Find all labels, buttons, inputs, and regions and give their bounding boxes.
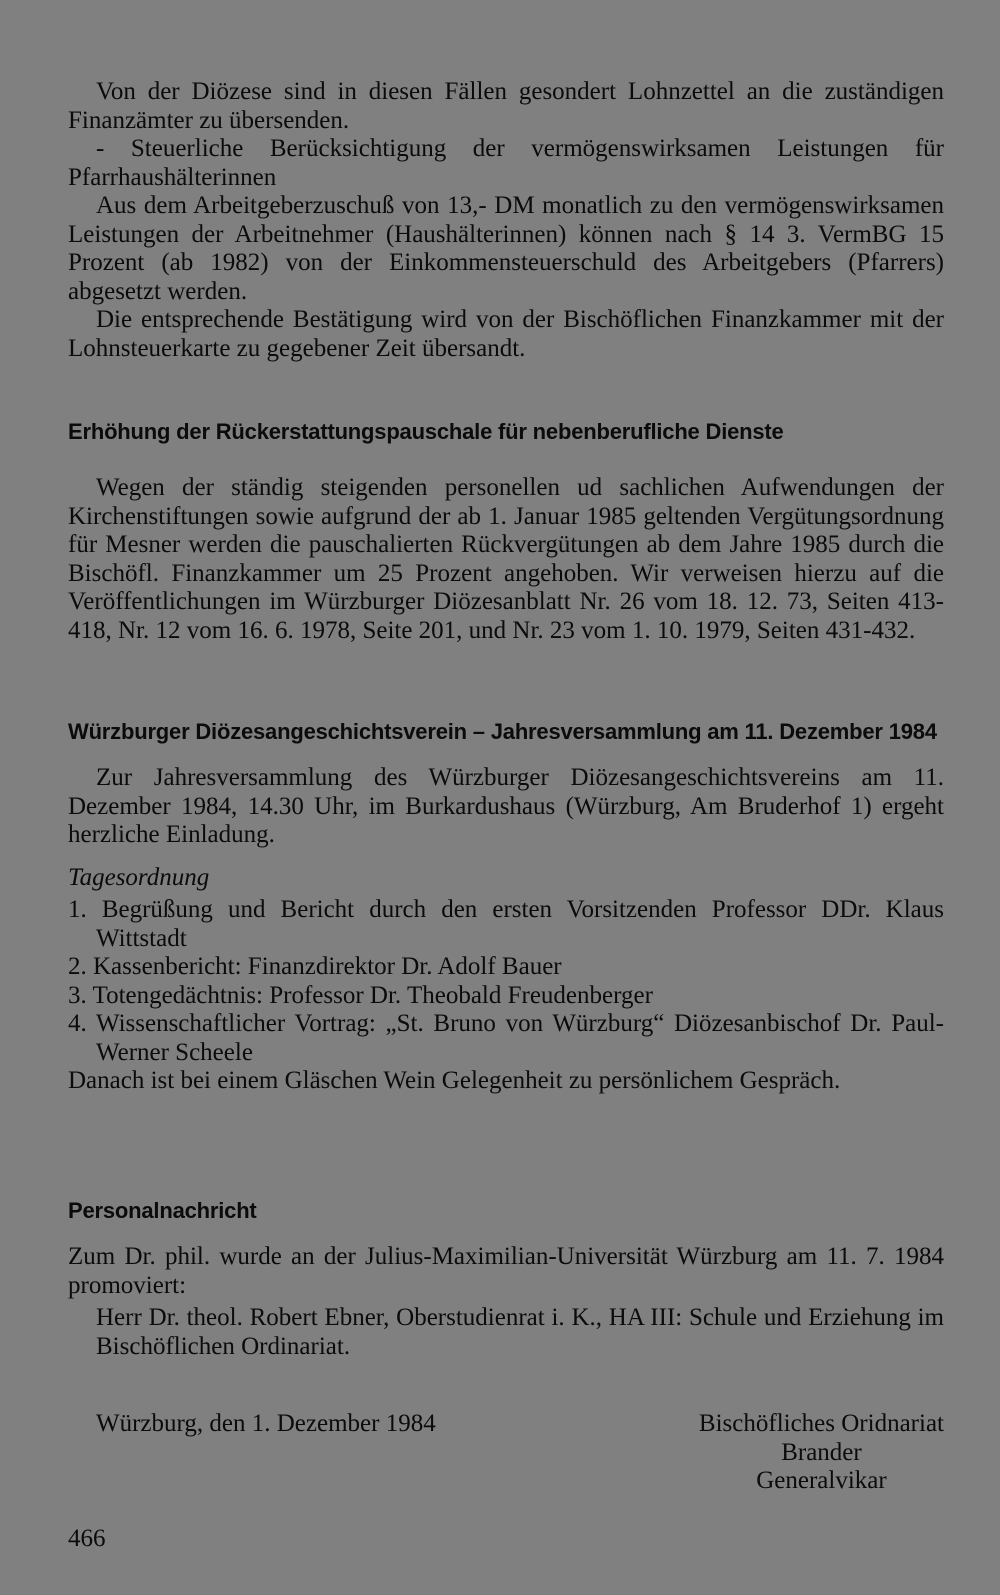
signature-name: Brander [781, 1438, 862, 1466]
section-rueckerstattung [68, 418, 944, 645]
section-tax-notes [68, 78, 944, 363]
paragraph-herr-ebner: Herr Dr. theol. Robert Ebner, Oberstudienrat i. K., HA III: Schule und Erziehung im Bischöflichen Ordinariat. [96, 1304, 944, 1360]
agenda-item: 2. Kassenbericht: Finanzdirektor Dr. Adolf Bauer [68, 953, 562, 980]
paragraph-einladung: Zur Jahresversammlung des Würzburger Diözesangeschichtsvereins am 11. Dezember 1984, 14.30 Uhr, im Burkardushaus (Würzburg, Am Bruderhof 1) ergeht herzliche Einladung. [68, 764, 944, 848]
agenda-item: 3. Totengedächtnis: Professor Dr. Theobald Freudenberger [68, 981, 653, 1009]
agenda-title: Tagesordnung [68, 863, 210, 891]
page-number: 466 [68, 1525, 106, 1552]
heading-personalnachricht: Personalnachricht [68, 1198, 257, 1223]
section-personalnachricht [68, 1197, 944, 1361]
place-date: Würzburg, den 1. Dezember 1984 [96, 1410, 436, 1437]
section-geschichtsverein [68, 718, 944, 1096]
paragraph-rueckverguetungen: Wegen der ständig steigenden personellen ud sachlichen Aufwendungen der Kirchenstiftungen sowie aufgrund der ab 1. Januar 1985 geltenden Vergütungsordnung für Mesner werden die pauschalierten Rückvergütungen ab dem Jahre 1985 durch die Bischöfl. Finanzkammer um 25 Prozent angehoben. Wir verweisen hierzu auf die Veröffentlichungen im Würzburger Diözesanblatt Nr. 26 vom 18. 12. 73, Seiten 413-418, Nr. 12 vom 16. 6. 1978, Seite 201, und Nr. 23 vom 1. 10. 1979, Seiten 431-432. [68, 474, 944, 644]
agenda-item: 4. Wissenschaftlicher Vortrag: „St. Bruno von Würzburg“ Diözesanbischof Dr. Paul-Werner Scheele [68, 1010, 944, 1066]
signature-title: Generalvikar [756, 1467, 887, 1494]
heading-jahresversammlung: Würzburger Diözesangeschichtsverein – Jahresversammlung am 11. Dezember 1984 [68, 719, 937, 744]
paragraph-closing: Danach ist bei einem Gläschen Wein Gelegenheit zu persönlichem Gespräch. [68, 1067, 841, 1094]
signature-right [699, 1410, 944, 1496]
paragraph-steuerliche-beruecksichtigung: - Steuerliche Berücksichtigung der vermögenswirksamen Leistungen für Pfarrhaushälterinnen [68, 135, 944, 191]
signature-office: Bischöfliches Oridnariat [698, 1410, 944, 1437]
paragraph-promotion: Zum Dr. phil. wurde an der Julius-Maximilian-Universität Würzburg am 11. 7. 1984 promoviert: [68, 1243, 944, 1299]
agenda-list [68, 896, 944, 1067]
paragraph-bestaetigung: Die entsprechende Bestätigung wird von der Bischöflichen Finanzkammer mit der Lohnsteuerkarte zu gegebener Zeit übersandt. [68, 306, 944, 362]
agenda-item: 1. Begrüßung und Bericht durch den ersten Vorsitzenden Professor DDr. Klaus Wittstadt [68, 896, 944, 952]
paragraph-arbeitgeberzuschuss: Aus dem Arbeitgeberzuschuß von 13,- DM monatlich zu den vermögenswirksamen Leistungen der Arbeitnehmer (Haushälterinnen) können nach § 14 3. VermBG 15 Prozent (ab 1982) von der Einkommensteuerschuld des Arbeitgebers (Pfarrers) abgesetzt werden. [68, 192, 944, 305]
heading-rueckerstattungspauschale: Erhöhung der Rückerstattungspauschale für nebenberufliche Dienste [68, 419, 784, 444]
paragraph-lohnzettel: Von der Diözese sind in diesen Fällen gesondert Lohnzettel an die zuständigen Finanzämter zu übersenden. [68, 78, 944, 134]
